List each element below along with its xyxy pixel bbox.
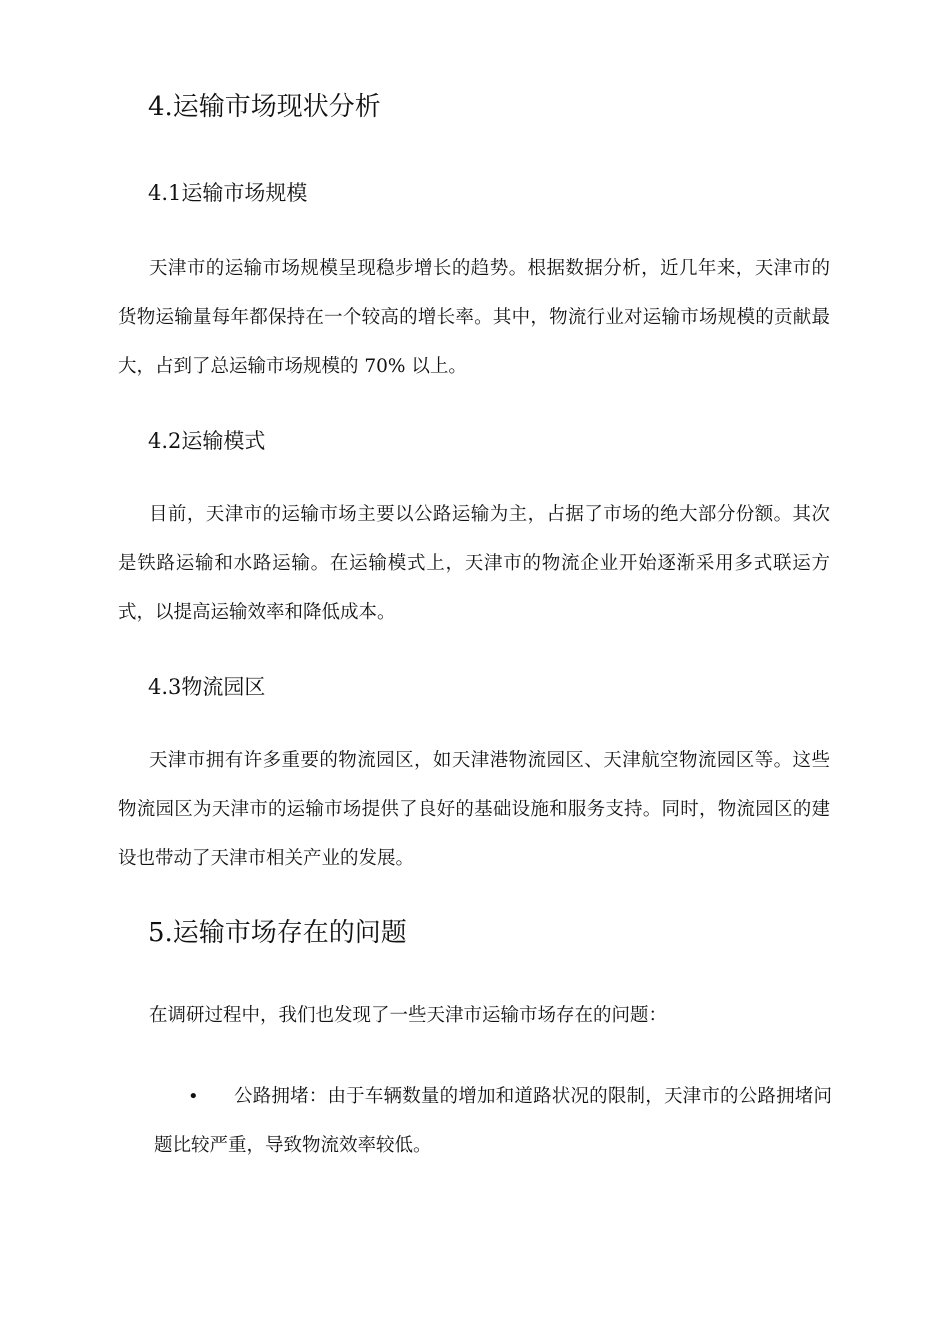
section-4-1-heading: 4.1运输市场规模 bbox=[148, 181, 308, 205]
bullet-marker: • bbox=[188, 1086, 199, 1107]
section-4-2-body: 目前，天津市的运输市场主要以公路运输为主，占据了市场的绝大部分份额。其次是铁路运输和水路运输。在运输模式上，天津市的物流企业开始逐渐采用多式联运方式，以提高运输效率和降低成本。 bbox=[118, 504, 830, 623]
section-4-3-heading: 4.3物流园区 bbox=[148, 675, 266, 699]
section-4-2-heading: 4.2运输模式 bbox=[148, 429, 266, 453]
list-item-text: 公路拥堵：由于车辆数量的增加和道路状况的限制，天津市的公路拥堵问题比较严重，导致物流效率较低。 bbox=[154, 1086, 832, 1156]
section-5-heading: 5.运输市场存在的问题 bbox=[148, 918, 407, 948]
section-4-heading: 4.运输市场现状分析 bbox=[148, 92, 381, 122]
section-4-1-body: 天津市的运输市场规模呈现稳步增长的趋势。根据数据分析，近几年来，天津市的货物运输量每年都保持在一个较高的增长率。其中，物流行业对运输市场规模的贡献最大，占到了总运输市场规模的 70% 以上。 bbox=[118, 258, 830, 377]
section-5-intro: 在调研过程中，我们也发现了一些天津市运输市场存在的问题： bbox=[149, 1005, 668, 1026]
section-4-3-body: 天津市拥有许多重要的物流园区，如天津港物流园区、天津航空物流园区等。这些物流园区为天津市的运输市场提供了良好的基础设施和服务支持。同时，物流园区的建设也带动了天津市相关产业的发展。 bbox=[118, 750, 830, 869]
